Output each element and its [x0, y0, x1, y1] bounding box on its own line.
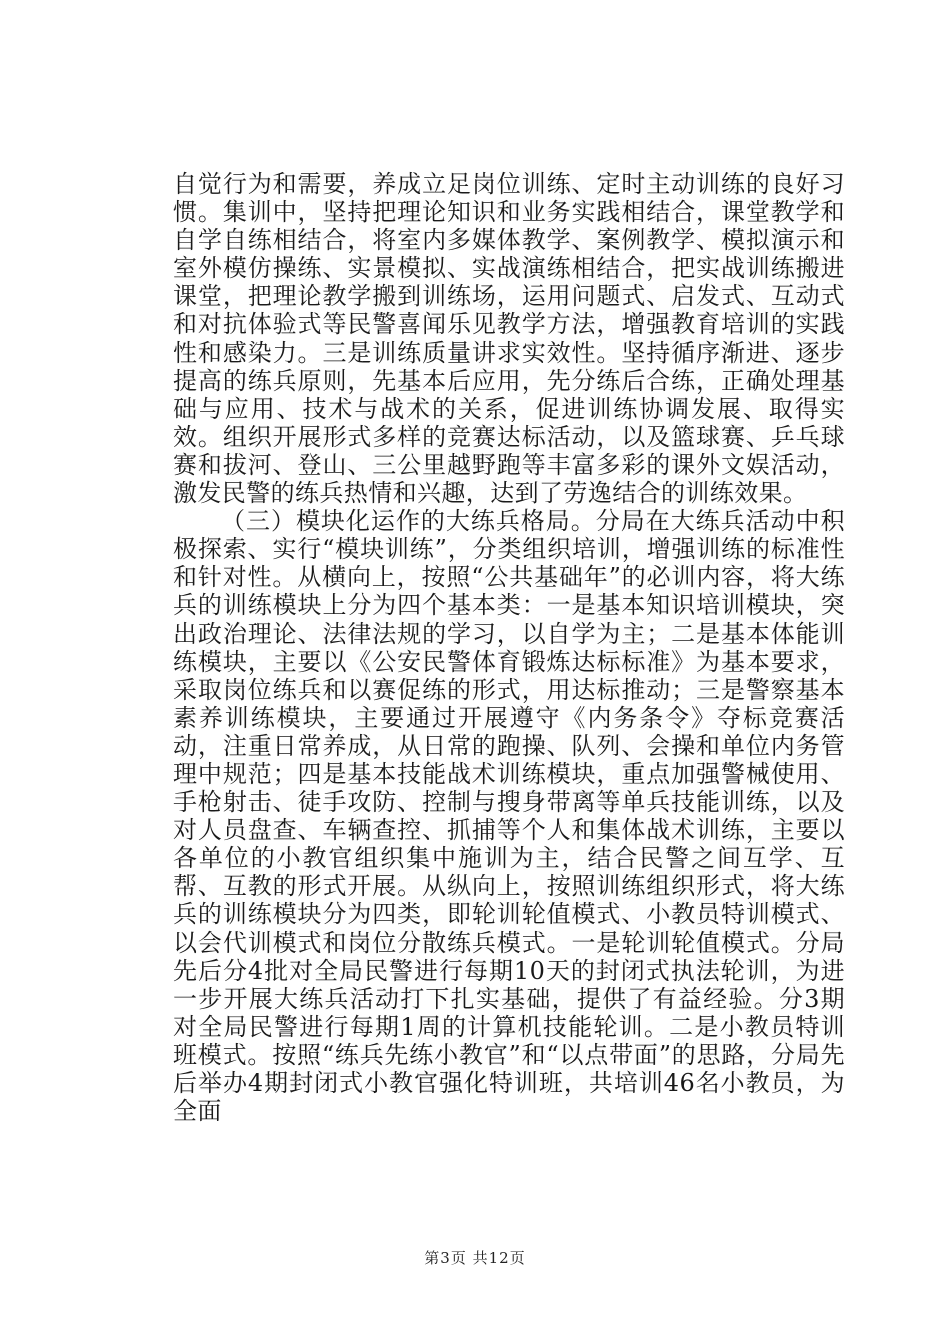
page-footer: 第3页 共12页 [424, 1249, 526, 1267]
document-body [173, 170, 845, 1125]
paragraph-module-training: （三）模块化运作的大练兵格局。分局在大练兵活动中积极探索、实行“模块训练”，分类组织培训，增强训练的标准性和针对性。从横向上，按照“公共基础年”的必训内容，将大练兵的训练模块上分为四个基本类：一是基本知识培训模块，突出政治理论、法律法规的学习，以自学为主；二是基本体能训练模块，主要以《公安民警体育锻炼达标标准》为基本要求，采取岗位练兵和以赛促练的形式，用达标推动；三是警察基本素养训练模块，主要通过开展遵守《内务条令》夺标竞赛活动，注重日常养成，从日常的跑操、队列、会操和单位内务管理中规范；四是基本技能战术训练模块，重点加强警械使用、手枪射击、徒手攻防、控制与搜身带离等单兵技能训练，以及对人员盘查、车辆查控、抓捕等个人和集体战术训练，主要以各单位的小教官组织集中施训为主，结合民警之间互学、互帮、互教的形式开展。从纵向上，按照训练组织形式，将大练兵的训练模块分为四类，即轮训轮值模式、小教员特训模式、以会代训模式和岗位分散练兵模式。一是轮训轮值模式。分局先后分4批对全局民警进行每期10天的封闭式执法轮训，为进一步开展大练兵活动打下扎实基础，提供了有益经验。分3期对全局民警进行每期1周的计算机技能轮训。二是小教员特训班模式。按照“练兵先练小教官”和“以点带面”的思路，分局先后举办4期封闭式小教官强化特训班，共培训46名小教员，为全面 [173, 507, 845, 1126]
paragraph-training-methods: 自觉行为和需要，养成立足岗位训练、定时主动训练的良好习惯。集训中，坚持把理论知识和业务实践相结合，课堂教学和自学自练相结合，将室内多媒体教学、案例教学、模拟演示和室外模仿操练、实景模拟、实战演练相结合，把实战训练搬进课堂，把理论教学搬到训练场，运用问题式、启发式、互动式和对抗体验式等民警喜闻乐见教学方法，增强教育培训的实践性和感染力。三是训练质量讲求实效性。坚持循序渐进、逐步提高的练兵原则，先基本后应用，先分练后合练，正确处理基础与应用、技术与战术的关系，促进训练协调发展、取得实效。组织开展形式多样的竞赛达标活动，以及篮球赛、乒乓球赛和拔河、登山、三公里越野跑等丰富多彩的课外文娱活动，激发民警的练兵热情和兴趣，达到了劳逸结合的训练效果。 [173, 170, 845, 508]
